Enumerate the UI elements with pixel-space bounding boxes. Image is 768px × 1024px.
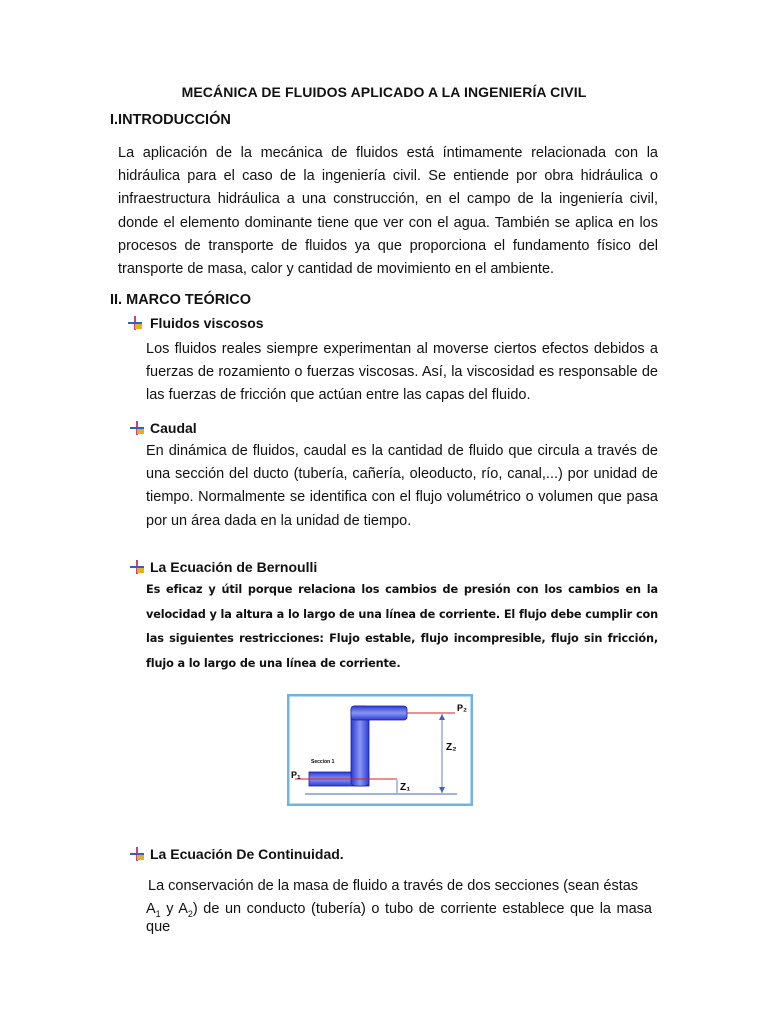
subheading-fluidos-viscosos: [128, 315, 264, 331]
z1-label: Z₁: [400, 782, 411, 793]
section-1-label: Seccion 1: [311, 759, 335, 765]
pipe-top: [351, 706, 407, 720]
subheading-label: La Ecuación de Bernoulli: [150, 559, 318, 575]
document-title: MECÁNICA DE FLUIDOS APLICADO A LA INGENIERÍA CIVIL: [181, 84, 587, 100]
subheading-bernoulli: [130, 559, 317, 575]
subheading-label: Caudal: [150, 420, 197, 436]
z2-label: Z₂: [446, 742, 457, 753]
subheading-caudal: [130, 420, 197, 436]
viscosos-paragraph: Los fluidos reales siempre experimentan al moverse ciertos efectos debidos a fuerzas de rozamiento o fuerzas viscosas. Así, la viscosidad es responsable de las fuerzas de fricción que actúan entre las capas del fluido.: [146, 341, 658, 404]
bullet-icon: [130, 421, 146, 435]
section-heading-introduccion: I.INTRODUCCIÓN: [110, 112, 231, 128]
continuidad-line-2: $A_1$ y $A_2$) de un conducto (tubería) o tubo de corriente establece que la masa que: [146, 901, 652, 935]
bullet-icon: [130, 847, 146, 861]
p2-label: P₂: [457, 703, 468, 713]
subheading-label: La Ecuación De Continuidad.: [150, 846, 344, 862]
subheading-label: Fluidos viscosos: [150, 315, 264, 331]
bernoulli-diagram: [287, 694, 473, 806]
subheading-continuidad: [130, 846, 344, 862]
caudal-paragraph: En dinámica de fluidos, caudal es la cantidad de fluido que circula a través de una sección del ducto (tubería, cañería, oleoducto, río, canal,...) por unidad de tiempo. Normalmente se identifica con el flujo volumétrico o volumen que pasa por un área dada en la unidad de tiempo.: [146, 443, 658, 529]
section-heading-marco-teorico: II. MARCO TEÓRICO: [110, 292, 251, 308]
bullet-icon: [128, 316, 144, 330]
bullet-icon: [130, 560, 146, 574]
p1-label: P₁: [291, 770, 301, 780]
intro-paragraph: La aplicación de la mecánica de fluidos está íntimamente relacionada con la hidráulica para el caso de la ingeniería civil. Se entiende por obra hidráulica o infraestructura hidráulica a una construcción, en el campo de la ingeniería civil, donde el elemento dominante tiene que ver con el agua. También se aplica en los procesos de transporte de fluidos ya que proporciona el fundamento físico del transporte de masa, calor y cantidad de movimiento en el ambiente.: [118, 145, 658, 278]
continuidad-line-1: La conservación de la masa de fluido a través de dos secciones (sean éstas: [148, 878, 639, 894]
bernoulli-paragraph: Es eficaz y útil porque relaciona los cambios de presión con los cambios en la velocidad y la altura a lo largo de una línea de corriente. El flujo debe cumplir con las siguientes restricciones: Flujo estable, flujo incompresible, flujo sin fricción, flujo a lo largo de una línea de corriente.: [146, 583, 658, 670]
